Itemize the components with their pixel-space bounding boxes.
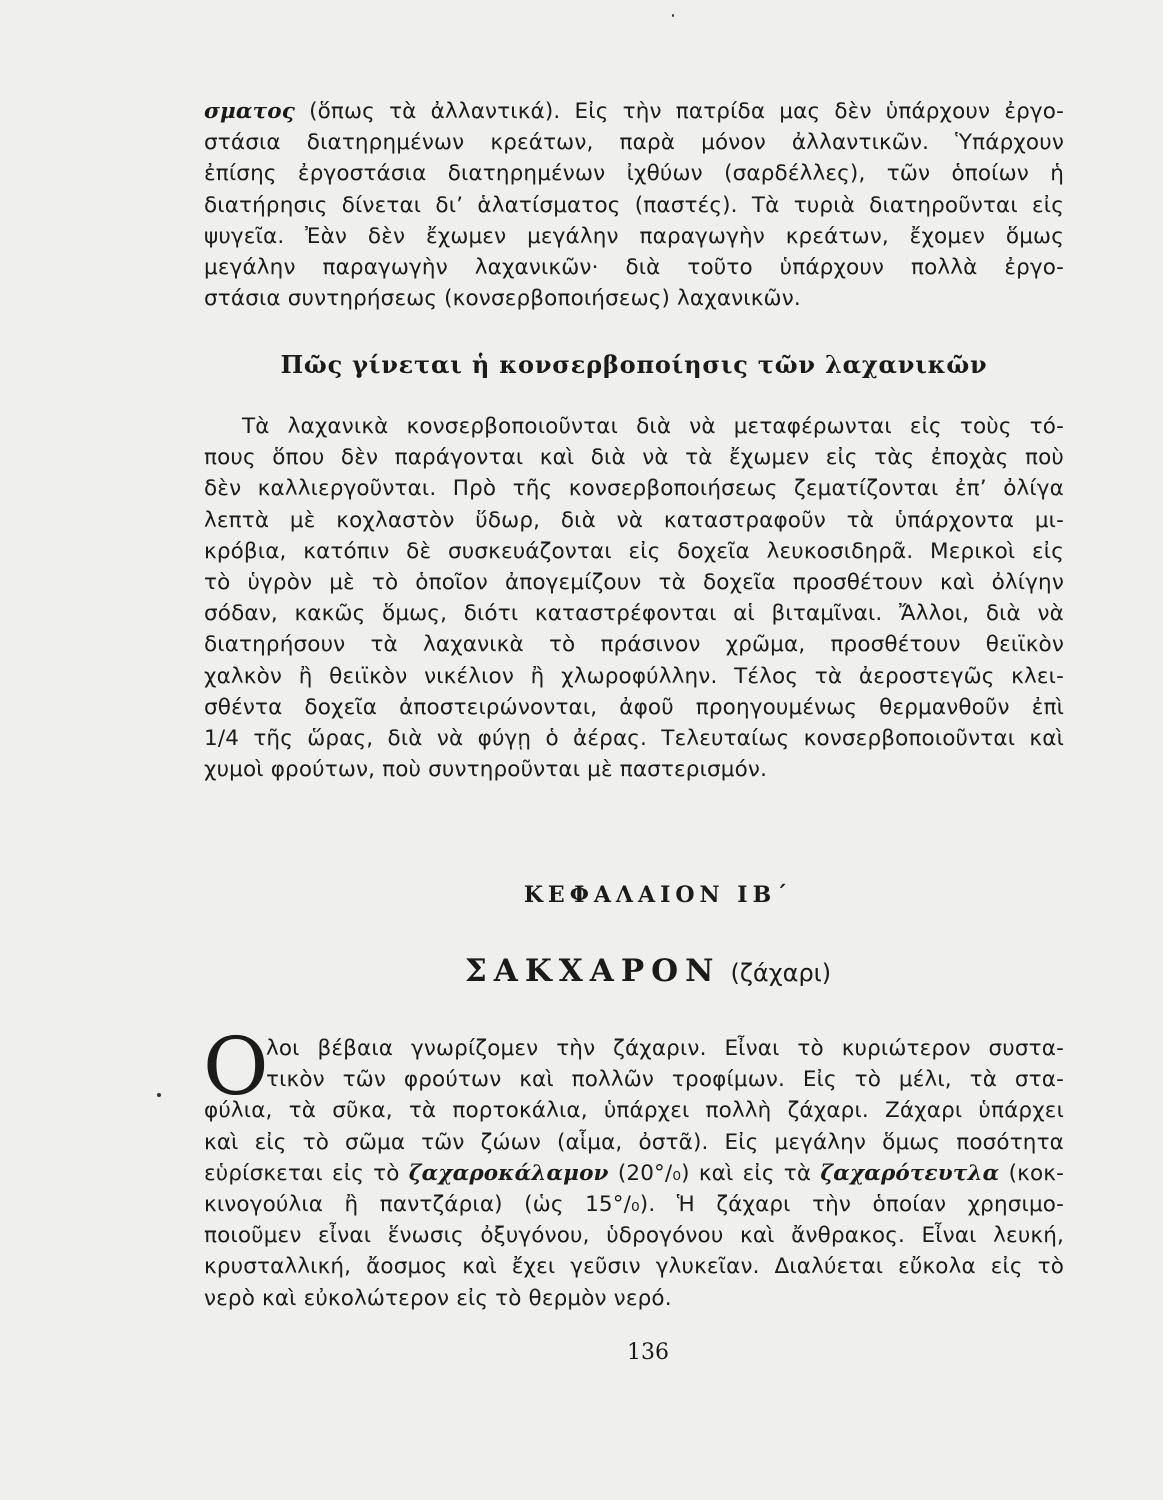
text-line: ποιοῦμεν εἶναι ἕνωσις ὀξυγόνου, ὑδρογόνου καὶ ἄνθρακος. Εἶναι λευκή, [204, 1223, 1064, 1249]
chapter-title-sub: (ζάχαρι) [730, 959, 832, 987]
italic-term: σματος [204, 99, 295, 124]
drop-cap: Ο [203, 1020, 269, 1113]
chapter-title-main: ΣΑΚΧΑΡΟΝ [464, 953, 721, 989]
text-line: Τὰ λαχανικὰ κονσερβοποιοῦνται διὰ νὰ μεταφέρωνται εἰς τοὺς τό- [242, 414, 1064, 439]
italic-term: ζαχαροκάλαμον [408, 1160, 609, 1186]
text-line: πους ὅπου δὲν παράγονται καὶ διὰ νὰ τὰ ἔχωμεν εἰς τὰς ἐποχὰς ποὺ [204, 445, 1064, 471]
text-line: σθέντα δοχεῖα ἀποστειρώνονται, ἀφοῦ προηγουμένως θερμανθοῦν ἐπὶ [204, 694, 1064, 720]
text-line: κινογούλια ἢ παντζάρια) (ὡς 15°/₀). Ἡ ζάχαρι τὴν ὁποίαν χρησιμο- [204, 1191, 1064, 1217]
text-line: 1/4 τῆς ὥρας, διὰ νὰ φύγῃ ὁ ἀέρας. Τελευταίως κονσερβοποιοῦνται καὶ [204, 725, 1064, 751]
text-line: νερὸ καὶ εὐκολώτερον εἰς τὸ θερμὸν νερό. [204, 1285, 672, 1311]
text-line: καὶ εἰς τὸ σῶμα τῶν ζώων (αἷμα, ὀστᾶ). Εἰς μεγάλην ὅμως ποσότητα [204, 1129, 1064, 1155]
text-line: διατηρήσουν τὰ λαχανικὰ τὸ πράσινον χρῶμα, προσθέτουν θειϊκὸν [204, 632, 1064, 658]
paragraph-canning-process [204, 411, 1064, 785]
text-line: εὑρίσκεται εἰς τὸ ζαχαροκάλαμον (20°/₀) καὶ εἰς τὰ ζαχαρότευτλα (κοκ- [204, 1160, 1064, 1186]
text-line: στάσια συντηρήσεως (κονσερβοποιήσεως) λαχανικῶν. [204, 286, 801, 312]
speck [157, 1093, 161, 1097]
text-line: ἐπίσης ἐργοστάσια διατηρημένων ἰχθύων (σαρδέλλες), τῶν ὁποίων ἡ [204, 161, 1064, 187]
text-line: στάσια διατηρημένων κρεάτων, παρὰ μόνον ἀλλαντικῶν. Ὑπάρχουν [204, 130, 1064, 156]
text-line: τικὸν τῶν φρούτων καὶ πολλῶν τροφίμων. Εἰς τὸ μέλι, τὰ στα- [266, 1067, 1064, 1093]
text-line: σόδαν, κακῶς ὅμως, διότι καταστρέφονται αἱ βιταμῖναι. Ἄλλοι, διὰ νὰ [204, 601, 1064, 627]
text-line: σματος (ὅπως τὰ ἀλλαντικά). Εἰς τὴν πατρίδα μας δὲν ὑπάρχουν ἐργο- [204, 99, 1064, 124]
chapter-heading: ΚΕΦΑΛΑΙΟΝ ΙΒ΄ [523, 882, 793, 908]
section-heading: Πῶς γίνεται ἡ κονσερβοποίησις τῶν λαχανικῶν [280, 350, 988, 379]
text-line: χαλκὸν ἢ θειϊκὸν νικέλιον ἢ χλωροφύλλην. Τέλος τὰ ἀεροστεγῶς κλει- [204, 663, 1064, 689]
text-line: δὲν καλλιεργοῦνται. Πρὸ τῆς κονσερβοποιήσεως ζεματίζονται ἐπ’ ὀλίγα [204, 476, 1064, 502]
text-line: μεγάλην παραγωγὴν λαχανικῶν· διὰ τοῦτο ὑπάρχουν πολλὰ ἐργο- [204, 254, 1064, 280]
text-line: λεπτὰ μὲ κοχλαστὸν ὕδωρ, διὰ νὰ καταστραφοῦν τὰ ὑπάρχοντα μι- [204, 507, 1064, 533]
text-line: κρόβια, κατόπιν δὲ συσκευάζονται εἰς δοχεῖα λευκοσιδηρᾶ. Μερικοὶ εἰς [204, 538, 1064, 564]
paragraph-sugar [204, 1033, 1064, 1314]
chapter-title [204, 953, 1064, 989]
text-line: τὸ ὑγρὸν μὲ τὸ ὁποῖον ἀπογεμίζουν τὰ δοχεῖα προσθέτουν καὶ ὀλίγην [204, 569, 1064, 595]
paragraph-preservation-intro [204, 96, 1064, 314]
text-line: λοι βέβαια γνωρίζομεν τὴν ζάχαριν. Εἶναι τὸ κυριώτερον συστα- [266, 1036, 1064, 1061]
text-line: φύλια, τὰ σῦκα, τὰ πορτοκάλια, ὑπάρχει πολλὴ ζάχαρι. Ζάχαρι ὑπάρχει [204, 1098, 1064, 1124]
italic-term: ζαχαρότευτλα [820, 1160, 1000, 1186]
text-line: διατήρησις δίνεται δι’ ἁλατίσματος (παστές). Τὰ τυριὰ διατηροῦνται εἰς [204, 192, 1064, 218]
text-line: ψυγεῖα. Ἐὰν δὲν ἔχωμεν μεγάλην παραγωγὴν κρεάτων, ἔχομεν ὅμως [204, 223, 1064, 249]
speck [672, 14, 674, 17]
page-number: 136 [627, 1340, 669, 1365]
text-line: κρυσταλλική, ἄοσμος καὶ ἔχει γεῦσιν γλυκεῖαν. Διαλύεται εὔκολα εἰς τὸ [204, 1254, 1064, 1280]
text-line: χυμοὶ φρούτων, ποὺ συντηροῦνται μὲ παστερισμόν. [204, 757, 768, 783]
